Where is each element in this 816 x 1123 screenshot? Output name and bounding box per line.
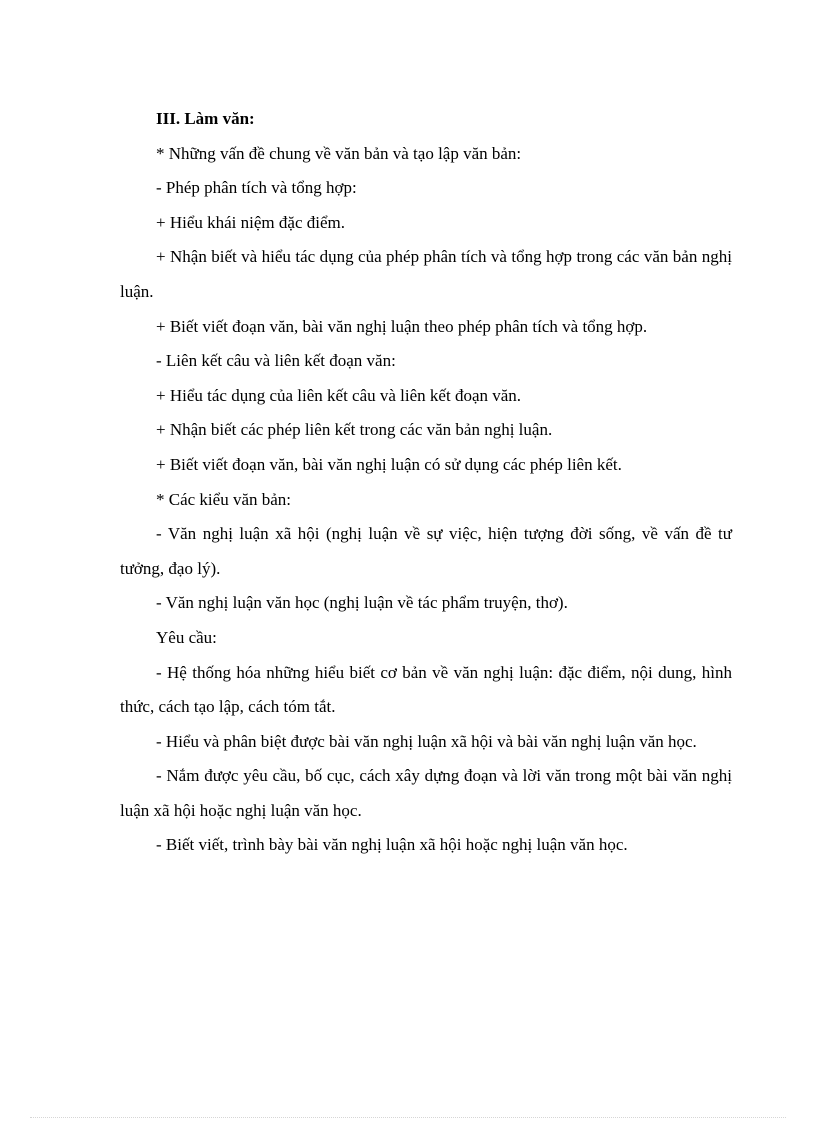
paragraph-distinguish: - Hiểu và phân biệt được bài văn nghị luận xã hội và bài văn nghị luận văn học. xyxy=(156,731,697,751)
paragraph-concept: + Hiểu khái niệm đặc điểm. xyxy=(156,212,345,232)
paragraph-structure: - Nắm được yêu cầu, bố cục, cách xây dựng đoạn và lời văn trong một bài văn nghị luận xã hội hoặc nghị luận văn học. xyxy=(120,766,732,820)
paragraph-systematize: - Hệ thống hóa những hiểu biết cơ bản về văn nghị luận: đặc điểm, nội dung, hình thức, cách tạo lập, cách tóm tắt. xyxy=(120,662,732,717)
section-heading: III. Làm văn: xyxy=(156,109,255,128)
paragraph-cohesion-effect: + Hiểu tác dụng của liên kết câu và liên kết đoạn văn. xyxy=(156,385,522,405)
document-body xyxy=(120,102,732,863)
paragraph-text-types: * Các kiểu văn bản: xyxy=(156,489,292,509)
paragraph-cohesion-recognize: + Nhận biết các phép liên kết trong các văn bản nghị luận. xyxy=(156,420,553,440)
paragraph-analysis-synthesis: - Phép phân tích và tổng hợp: xyxy=(156,178,357,198)
paragraph-general-issues: * Những vấn đề chung về văn bản và tạo lập văn bản: xyxy=(156,143,522,163)
paragraph-requirements: Yêu cầu: xyxy=(156,627,217,647)
paragraph-cohesion-write: + Biết viết đoạn văn, bài văn nghị luận có sử dụng các phép liên kết. xyxy=(156,454,622,474)
paragraph-social-argument: - Văn nghị luận xã hội (nghị luận về sự việc, hiện tượng đời sống, về vấn đề tư tưởng, đạo lý). xyxy=(120,524,732,578)
paragraph-write-analysis: + Biết viết đoạn văn, bài văn nghị luận theo phép phân tích và tổng hợp. xyxy=(156,316,648,336)
paragraph-cohesion: - Liên kết câu và liên kết đoạn văn: xyxy=(156,351,396,371)
page-bottom-divider xyxy=(30,1117,786,1118)
paragraph-write-essay: - Biết viết, trình bày bài văn nghị luận xã hội hoặc nghị luận văn học. xyxy=(156,835,628,855)
paragraph-literary-argument: - Văn nghị luận văn học (nghị luận về tác phẩm truyện, thơ). xyxy=(156,593,568,613)
paragraph-recognize-effect: + Nhận biết và hiểu tác dụng của phép phân tích và tổng hợp trong các văn bản nghị luận. xyxy=(120,247,732,301)
